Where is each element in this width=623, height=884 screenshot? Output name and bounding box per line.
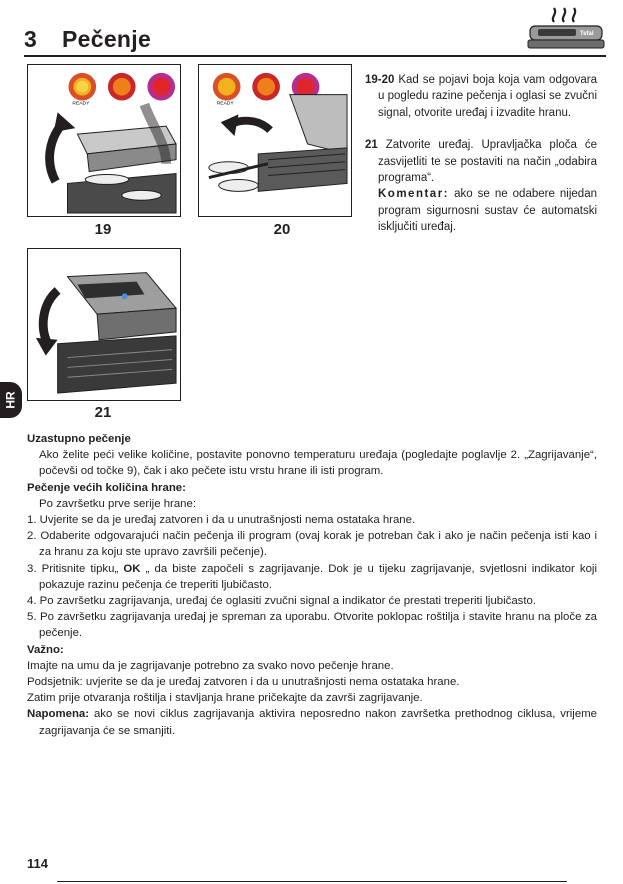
step-21-number: 21 bbox=[365, 139, 378, 152]
step-19-20-number: 19-20 bbox=[365, 74, 395, 86]
note-text: ako se novi ciklus zagrijavanja aktivira neposredno nakon završetka prethodnog ciklusa, vrijeme zagrijavanja će se smanjiti. bbox=[39, 708, 597, 737]
important-line-1: Imajte na umu da je zagrijavanje potrebno za svako novo pečenje hrane. bbox=[27, 659, 394, 672]
important-line-3: Zatim prije otvaranja roštilja i stavljanja hrane pričekajte da završi zagrijavanje. bbox=[27, 692, 423, 705]
page-number: 114 bbox=[27, 856, 48, 871]
comment-label: Komentar: bbox=[378, 188, 450, 201]
comment-text: ako se ne odabere nijedan program sigurnosni sustav će automatski isključiti uređaj. bbox=[378, 188, 597, 234]
step-19-20 bbox=[365, 72, 597, 121]
steam-icon bbox=[553, 8, 575, 22]
badge-label: READY bbox=[216, 101, 234, 107]
list-item-3-end: „ da biste započeli s zagrijavanje. Dok je u tijeku zagrijavanje, svjetlosni indikator koji pokazuje razinu pečenja će treperiti ljubičasto. bbox=[39, 562, 597, 591]
brand-logo-text: Tefal bbox=[580, 31, 594, 37]
figure-21 bbox=[27, 248, 181, 401]
main-text bbox=[27, 431, 597, 739]
grill-illustration bbox=[524, 4, 606, 54]
step-19-20-text: Kad se pojavi boja koja vam odgovara u pogledu razine pečenja i oglasi se zvučni signal, otvorite uređaj i izvadite hranu. bbox=[378, 74, 597, 119]
list-item: 1. Uvjerite se da je uređaj zatvoren i da u unutrašnjosti nema ostataka hrane. bbox=[27, 514, 416, 527]
heading-important: Važno: bbox=[27, 643, 64, 656]
language-tab-label: HR bbox=[3, 391, 18, 409]
step-21-text: Zatvorite uređaj. Upravljačka ploča će zasvijetliti te se postaviti na način „odabira programa“. bbox=[378, 139, 597, 185]
figure-19-label: 19 bbox=[94, 221, 112, 238]
step-21 bbox=[365, 137, 597, 186]
ok-key-label: OK bbox=[123, 562, 141, 575]
language-tab bbox=[0, 382, 22, 418]
list-item: 2. Odaberite odgovarajući način pečenja ili program (ovaj korak je potreban čak i ako je način pečenja isti kao i za hranu za koju ste upravo završili pečenje). bbox=[27, 530, 597, 559]
chapter-title bbox=[24, 26, 151, 53]
figure-20 bbox=[198, 64, 352, 217]
header-rule bbox=[24, 55, 606, 57]
paragraph-consecutive-cooking: Ako želite peći velike količine, postavite ponovno temperaturu uređaja (pogledajte poglavlje 2. „Zagrijavanje“, počevši od točke 9), čak i ako pečete istu vrstu hrane ili isti program. bbox=[39, 449, 597, 478]
note-label: Napomena: bbox=[27, 708, 90, 721]
list-item: 4. Po završetku zagrijavanja, uređaj će oglasiti zvučni signal a indikator će prestati treperiti ljubičasto. bbox=[27, 595, 537, 608]
list-item-3-start: 3. Pritisnite tipku„ bbox=[27, 562, 124, 575]
figure-19 bbox=[27, 64, 181, 217]
heading-large-quantities: Pečenje većih količina hrane: bbox=[27, 481, 186, 494]
step-21-comment bbox=[365, 186, 597, 235]
chapter-header bbox=[24, 24, 606, 58]
steps-column bbox=[365, 72, 597, 252]
list-item bbox=[27, 561, 597, 593]
list-item: 5. Po završetku zagrijavanja uređaj je spreman za uporabu. Otvorite poklopac roštilja i stavite hranu na ploče za pečenje. bbox=[27, 611, 597, 640]
figure-20-label: 20 bbox=[273, 221, 291, 238]
figure-21-label: 21 bbox=[94, 404, 112, 421]
badge-label: READY bbox=[72, 101, 90, 107]
paragraph-after-first-batch: Po završetku prve serije hrane: bbox=[39, 497, 197, 510]
chapter-title-text: Pečenje bbox=[62, 26, 152, 52]
note-paragraph bbox=[27, 706, 597, 738]
heading-consecutive-cooking: Uzastupno pečenje bbox=[27, 433, 131, 445]
footer-rule bbox=[57, 881, 567, 882]
important-line-2: Podsjetnik: uvjerite se da je uređaj zatvoren i da u unutrašnjosti nema ostataka hrane. bbox=[27, 676, 460, 689]
chapter-number: 3 bbox=[24, 26, 38, 52]
